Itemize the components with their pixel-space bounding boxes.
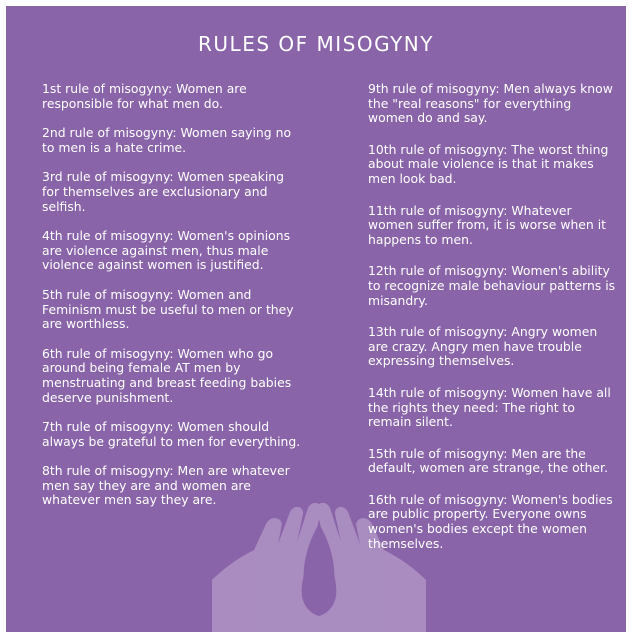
rule-4: 4th rule of misogyny: Women's opinions are violence against men, thus male violence against women is justified. <box>42 228 291 273</box>
rule-2: 2nd rule of misogyny: Women saying no to men is a hate crime. <box>42 125 292 155</box>
page-title: RULES OF MISOGYNY <box>198 32 434 56</box>
rule-5: 5th rule of misogyny: Women and Feminism must be useful to men or they are worthless. <box>42 286 294 332</box>
rule-13: 13th rule of misogyny: Angry women are crazy. Angry men have trouble expressing themselves. <box>368 324 598 369</box>
rule-1: 1st rule of misogyny: Women are responsible for what men do. <box>42 81 247 111</box>
rule-7: 7th rule of misogyny: Women should always be grateful to men for everything. <box>42 419 301 449</box>
rule-6: 6th rule of misogyny: Women who go around being female AT men by menstruating and breast feeding babies deserve punishment. <box>42 345 292 405</box>
rule-10: 10th rule of misogyny: The worst thing about male violence is that it makes men look bad. <box>368 141 609 186</box>
rules-right-column <box>368 82 616 568</box>
rule-3: 3rd rule of misogyny: Women speaking for themselves are exclusionary and selfish. <box>42 169 285 214</box>
rule-16: 16th rule of misogyny: Women's bodies are public property. Everyone owns women's bodies except the women themselves. <box>368 491 613 551</box>
poster <box>6 6 626 632</box>
rule-9: 9th rule of misogyny: Men always know the "real reasons" for everything women do and say. <box>368 81 613 126</box>
rules-left-column <box>42 82 304 523</box>
rule-15: 15th rule of misogyny: Men are the default, women are strange, the other. <box>368 445 608 476</box>
rule-11: 11th rule of misogyny: Whatever women suffer from, it is worse when it happens to men. <box>368 202 607 247</box>
rule-8: 8th rule of misogyny: Men are whatever men say they are and women are whatever men say they are. <box>42 463 290 508</box>
rule-14: 14th rule of misogyny: Women have all the rights they need: The right to remain silent. <box>368 384 611 430</box>
rule-12: 12th rule of misogyny: Women's ability to recognize male behaviour patterns is misandry. <box>368 263 616 308</box>
